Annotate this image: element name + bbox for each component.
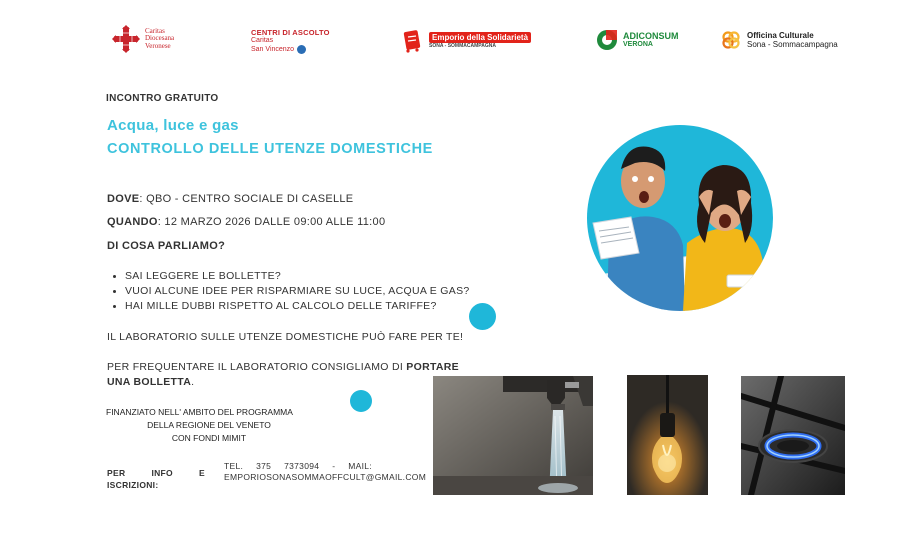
- funding-line: FINANZIATO NELL' AMBITO DEL PROGRAMMA: [106, 407, 293, 417]
- emporio-logo: [402, 27, 531, 53]
- caritas-logo-line: Diocesana: [145, 34, 175, 43]
- when-label: QUANDO: [107, 216, 158, 228]
- officina-flower-icon: [720, 29, 742, 51]
- event-where: [107, 193, 353, 205]
- officina-subtitle: Sona - Sommacampagna: [747, 40, 838, 49]
- where-label: DOVE: [107, 193, 140, 205]
- funding-note: [106, 406, 312, 445]
- caritas-logo-line: Veronese: [145, 41, 171, 50]
- officina-logo: [720, 29, 838, 51]
- emporio-title: Emporio della Solidarietà: [429, 32, 531, 43]
- centri-ascolto-logo: [251, 28, 330, 54]
- adiconsum-subtitle: VERONA: [623, 40, 653, 48]
- event-subtitle: CONTROLLO DELLE UTENZE DOMESTICHE: [107, 141, 433, 157]
- list-item: • HAI MILLE DUBBI RISPETTO AL CALCOLO DELLE TARIFFE?: [125, 299, 470, 314]
- light-bulb-photo: [627, 375, 708, 495]
- emporio-subtitle: SONA - SOMMACAMPAGNA: [429, 42, 496, 49]
- water-tap-photo: [433, 376, 593, 495]
- adiconsum-logo: [596, 29, 679, 51]
- caritas-logo: [112, 25, 174, 53]
- caritas-logo-line: Caritas: [145, 26, 165, 35]
- caritas-cross-icon: [112, 25, 140, 53]
- funding-line: CON FONDI MIMIT: [171, 433, 247, 443]
- event-title: Acqua, luce e gas: [107, 117, 239, 134]
- advice-text: [107, 360, 472, 390]
- advice-bold: PORTARE UNA BOLLETTA: [107, 361, 459, 388]
- stressed-couple-photo: [587, 125, 773, 311]
- gas-burner-photo: [741, 376, 845, 495]
- contact-label: PER INFO E ISCRIZIONI:: [107, 468, 205, 490]
- when-value: : 12 MARZO 2026 DALLE 09:00 ALLE 11:00: [157, 216, 386, 228]
- event-kicker: INCONTRO GRATUITO: [106, 93, 219, 104]
- event-when: [107, 216, 385, 228]
- emporio-cart-icon: [402, 27, 424, 53]
- list-item: • VUOI ALCUNE IDEE PER RISPARMIARE SU LUCE, ACQUA E GAS?: [125, 284, 470, 299]
- list-item: • SAI LEGGERE LE BOLLETTE?: [125, 269, 470, 284]
- centri-ascolto-line: Caritas: [251, 37, 274, 44]
- where-value: : QBO - CENTRO SOCIALE DI CASELLE: [139, 193, 354, 205]
- decorative-dot: [469, 303, 496, 330]
- centri-ascolto-line: San Vincenzo: [251, 45, 295, 53]
- adiconsum-icon: [596, 29, 618, 51]
- funding-line: DELLA REGIONE DEL VENETO: [147, 420, 271, 430]
- advice-end: .: [191, 376, 195, 388]
- decorative-dot: [350, 390, 372, 412]
- topics-list: [107, 269, 470, 314]
- san-vincenzo-icon: [297, 45, 306, 54]
- contact-text: TEL. 375 7373094 - MAIL: EMPORIOSONASOMMAOFFCULT@GMAIL.COM: [224, 461, 427, 482]
- centri-ascolto-title: CENTRI DI ASCOLTO: [251, 28, 330, 37]
- topics-heading: DI COSA PARLIAMO?: [107, 240, 226, 252]
- advice-lead: PER FREQUENTARE IL LABORATORIO CONSIGLIAMO DI: [107, 361, 407, 373]
- officina-title: Officina Culturale: [747, 31, 814, 40]
- lab-text: IL LABORATORIO SULLE UTENZE DOMESTICHE PUÒ FARE PER TE!: [107, 331, 464, 343]
- adiconsum-title: ADICONSUM: [623, 30, 679, 41]
